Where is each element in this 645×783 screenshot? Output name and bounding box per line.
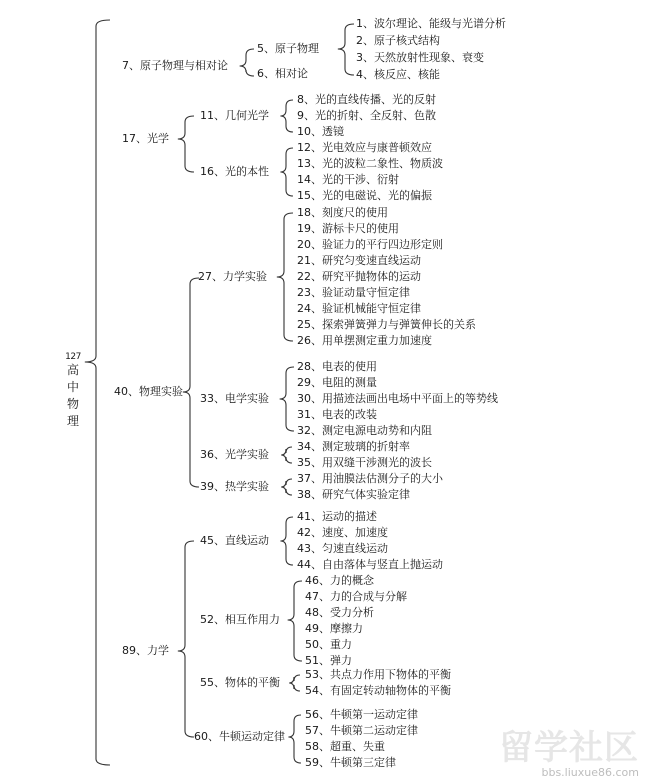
leaf-14: 14、光的干涉、衍射: [297, 173, 399, 186]
node-newton-laws: 60、牛顿运动定律: [194, 730, 285, 743]
node-nature-of-light: 16、光的本性: [200, 165, 269, 178]
node-geometric-optics: 11、几何光学: [200, 109, 269, 122]
brace-atomic-physics: [338, 24, 354, 75]
leaf-41: 41、运动的描述: [297, 510, 377, 523]
leaf-15: 15、光的电磁说、光的偏振: [297, 189, 432, 202]
leaf-53: 53、共点力作用下物体的平衡: [305, 668, 451, 681]
node-physics-experiments: 40、物理实验: [114, 385, 183, 398]
leaf-3: 3、天然放射性现象、衰变: [356, 51, 484, 64]
leaf-46: 46、力的概念: [305, 574, 374, 587]
leaf-57: 57、牛顿第二运动定律: [305, 724, 418, 737]
brace-geometric-optics: [280, 100, 293, 132]
leaf-9: 9、光的折射、全反射、色散: [297, 109, 436, 122]
leaf-24: 24、验证机械能守恒定律: [297, 302, 421, 315]
leaf-50: 50、重力: [305, 638, 352, 651]
leaf-21: 21、研究匀变速直线运动: [297, 254, 421, 267]
leaf-1: 1、波尔理论、能级与光谱分析: [356, 17, 506, 30]
node-optics: 17、光学: [122, 132, 169, 145]
node-linear-motion: 45、直线运动: [200, 534, 269, 547]
brace-optics: [178, 116, 194, 172]
brace-atomic-relativity: [240, 49, 254, 76]
node-interaction-forces: 52、相互作用力: [200, 613, 280, 626]
node-equilibrium: 55、物体的平衡: [200, 676, 280, 689]
brace-mechanics: [178, 541, 194, 737]
node-mechanics: 89、力学: [122, 644, 169, 657]
leaf-35: 35、用双缝干涉测光的波长: [297, 456, 432, 469]
brace-electrical-experiments: [280, 367, 294, 431]
brace-thermal-experiments: [281, 479, 292, 495]
root-title: 高中物理: [66, 363, 79, 428]
brace-interaction-forces: [288, 581, 302, 661]
node-thermal-experiments: 39、热学实验: [200, 480, 269, 493]
watermark-text: 留学社区: [499, 728, 639, 768]
leaf-31: 31、电表的改装: [297, 408, 377, 421]
leaf-23: 23、验证动量守恒定律: [297, 286, 410, 299]
node-optics-experiments: 36、光学实验: [200, 448, 269, 461]
brace-mechanics-experiments: [277, 213, 293, 341]
root-node: [62, 352, 84, 430]
leaf-42: 42、速度、加速度: [297, 526, 388, 539]
leaf-43: 43、匀速直线运动: [297, 542, 388, 555]
brace-experiments: [183, 278, 199, 487]
leaf-49: 49、摩擦力: [305, 622, 363, 635]
watermark-url: bbs.liuxue86.com: [541, 766, 639, 779]
leaf-58: 58、超重、失重: [305, 740, 385, 753]
leaf-4: 4、核反应、核能: [356, 68, 440, 81]
brace-linear-motion: [280, 517, 293, 565]
node-electrical-experiments: 33、电学实验: [200, 392, 269, 405]
leaf-25: 25、探索弹簧弹力与弹簧伸长的关系: [297, 318, 476, 331]
leaf-54: 54、有固定转动轴物体的平衡: [305, 684, 451, 697]
brace-equilibrium: [289, 675, 300, 691]
leaf-19: 19、游标卡尺的使用: [297, 222, 399, 235]
leaf-28: 28、电表的使用: [297, 360, 377, 373]
root-number: 127: [65, 352, 81, 362]
leaf-44: 44、自由落体与竖直上抛运动: [297, 558, 443, 571]
leaf-32: 32、测定电源电动势和内阻: [297, 424, 432, 437]
leaf-51: 51、弹力: [305, 654, 352, 667]
node-atomic-physics-relativity: 7、原子物理与相对论: [122, 59, 228, 72]
leaf-13: 13、光的波粒二象性、物质波: [297, 157, 443, 170]
leaf-34: 34、测定玻璃的折射率: [297, 440, 410, 453]
leaf-56: 56、牛顿第一运动定律: [305, 708, 418, 721]
leaf-8: 8、光的直线传播、光的反射: [297, 93, 436, 106]
leaf-22: 22、研究平抛物体的运动: [297, 270, 421, 283]
brace-nature-of-light: [280, 148, 293, 196]
leaf-26: 26、用单摆测定重力加速度: [297, 334, 432, 347]
leaf-37: 37、用油膜法估测分子的大小: [297, 472, 443, 485]
brace-root: [85, 20, 110, 765]
leaf-2: 2、原子核式结构: [356, 34, 440, 47]
node-atomic-physics: 5、原子物理: [257, 42, 319, 55]
node-mechanics-experiments: 27、力学实验: [198, 270, 267, 283]
leaf-47: 47、力的合成与分解: [305, 590, 407, 603]
leaf-30: 30、用描迹法画出电场中平面上的等势线: [297, 392, 498, 405]
watermark: [499, 730, 639, 779]
brace-optics-experiments: [281, 447, 292, 463]
brace-newton-laws: [288, 715, 301, 763]
node-relativity: 6、相对论: [257, 67, 308, 80]
leaf-12: 12、光电效应与康普顿效应: [297, 141, 432, 154]
leaf-38: 38、研究气体实验定律: [297, 488, 410, 501]
leaf-20: 20、验证力的平行四边形定则: [297, 238, 443, 251]
leaf-59: 59、牛顿第三定律: [305, 756, 396, 769]
leaf-10: 10、透镜: [297, 125, 344, 138]
leaf-48: 48、受力分析: [305, 606, 374, 619]
leaf-29: 29、电阻的测量: [297, 376, 377, 389]
leaf-18: 18、刻度尺的使用: [297, 206, 388, 219]
